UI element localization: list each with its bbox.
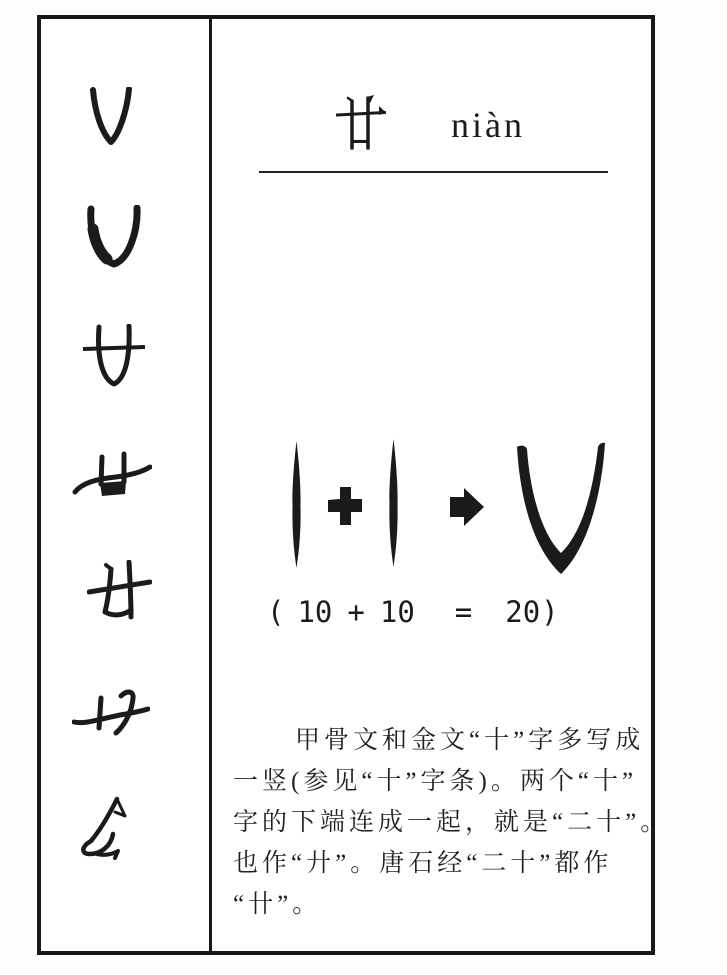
early-regular-glyph-icon [87, 560, 152, 626]
header-rule [259, 171, 608, 173]
paragraph-line: 甲骨文和金文“十”字多写成 [295, 727, 645, 754]
bronze-glyph-icon [86, 205, 142, 271]
paragraph-line: 一竖(参见“十”字条)。两个“十” [233, 768, 638, 795]
semi-cursive-glyph-icon [72, 686, 150, 740]
u-form-glyph-icon [514, 441, 609, 581]
headword-glyph [336, 94, 386, 152]
equation-part: = [454, 595, 473, 629]
equation-part: 20 [505, 595, 541, 629]
equation-part: ) [541, 595, 559, 629]
arrow-right-icon [449, 484, 485, 530]
etymology-paragraph [233, 720, 670, 925]
equation-part: 10 [379, 595, 415, 629]
column-divider [209, 15, 212, 955]
equation-part: 10 [297, 595, 333, 629]
paragraph-line: 字的下端连成一起，就是“二十”。 [233, 809, 670, 836]
equation-caption [267, 595, 559, 629]
paragraph-line: “卄”。 [233, 891, 322, 918]
paragraph-line: 也作“廾”。唐石经“二十”都作 [233, 850, 613, 877]
plus-icon [327, 486, 363, 526]
seal-glyph-icon [83, 324, 145, 394]
vertical-stroke-icon [288, 441, 305, 568]
cursive-glyph-icon [75, 796, 133, 860]
oracle-bone-glyph-icon [88, 87, 135, 147]
vertical-stroke-icon [385, 438, 402, 568]
equation-part: + [347, 595, 365, 629]
pinyin-label: niàn [451, 105, 525, 145]
clerical-glyph-icon [72, 450, 152, 506]
equation-part: ( [267, 595, 285, 629]
